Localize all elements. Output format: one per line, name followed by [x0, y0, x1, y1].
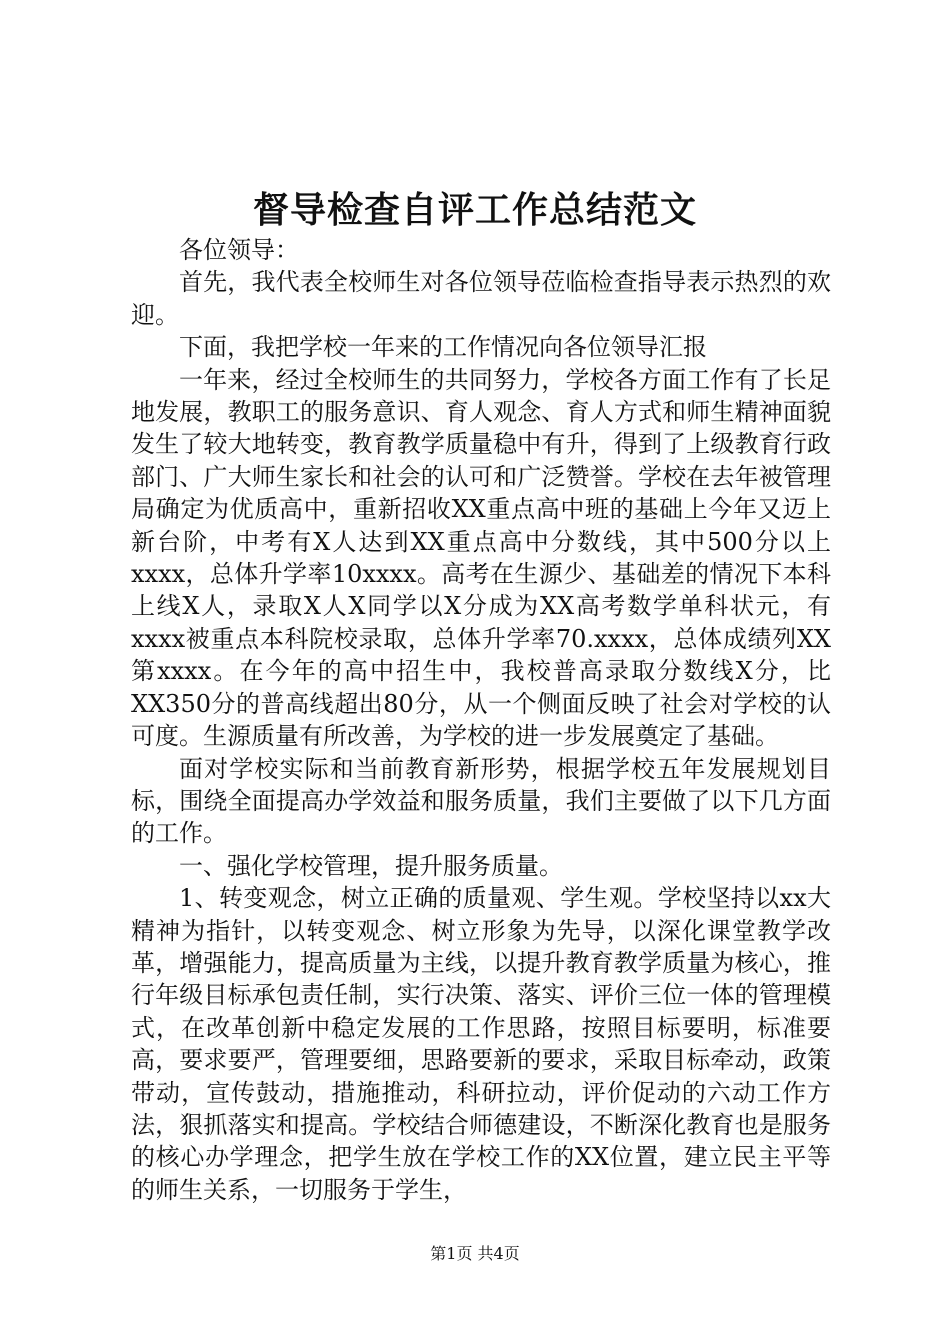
- section-heading-management: 一、强化学校管理，提升服务质量。: [179, 851, 563, 880]
- document-title: 督导检查自评工作总结范文: [252, 189, 697, 231]
- page-footer: 第1页 共4页: [430, 1244, 520, 1263]
- paragraph-quality-view: 1、转变观念，树立正确的质量观、学生观。学校坚持以xx大精神为指针，以转变观念、树立形象为先导，以深化课堂教学改革，增强能力，提高质量为主线，以提升教育教学质量为核心，推行年级目标承包责任制，实行决策、落实、评价三位一体的管理模式，在改革创新中稳定发展的工作思路，按照目标要明，标准要高，要求要严，管理要细，思路要新的要求，采取目标牵动，政策带动，宣传鼓动，措施推动，科研拉动，评价促动的六动工作方法，狠抓落实和提高。学校结合师德建设，不断深化教育也是服务的核心办学理念，把学生放在学校工作的XX位置，建立民主平等的师生关系，一切服务于学生，: [131, 884, 831, 1204]
- paragraph-welcome: 首先，我代表全校师生对各位领导莅临检查指导表示热烈的欢迎。: [131, 268, 831, 329]
- paragraph-achievements: 一年来，经过全校师生的共同努力，学校各方面工作有了长足地发展，教职工的服务意识、育人观念、育人方式和师生精神面貌发生了较大地转变，教育教学质量稳中有升，得到了上级教育行政部门、广大师生家长和社会的认可和广泛赞誉。学校在去年被管理局确定为优质高中，重新招收XX重点高中班的基础上今年又迈上新台阶，中考有X人达到XX重点高中分数线，其中500分以上xxxx，总体升学率10xxxx。高考在生源少、基础差的情况下本科上线X人，录取X人X同学以X分成为XX高考数学单科状元，有xxxx被重点本科院校录取，总体升学率70.xxxx，总体成绩列XX第xxxx。在今年的高中招生中，我校普高录取分数线X分，比XX350分的普高线超出80分，从一个侧面反映了社会对学校的认可度。生源质量有所改善，为学校的进一步发展奠定了基础。: [131, 365, 831, 751]
- paragraph-report-intro: 下面，我把学校一年来的工作情况向各位领导汇报: [179, 333, 707, 362]
- paragraph-greeting: 各位领导：: [179, 236, 299, 264]
- document-body: [131, 234, 831, 1206]
- paragraph-work-overview: 面对学校实际和当前教育新形势，根据学校五年发展规划目标，围绕全面提高办学效益和服务质量，我们主要做了以下几方面的工作。: [131, 754, 831, 848]
